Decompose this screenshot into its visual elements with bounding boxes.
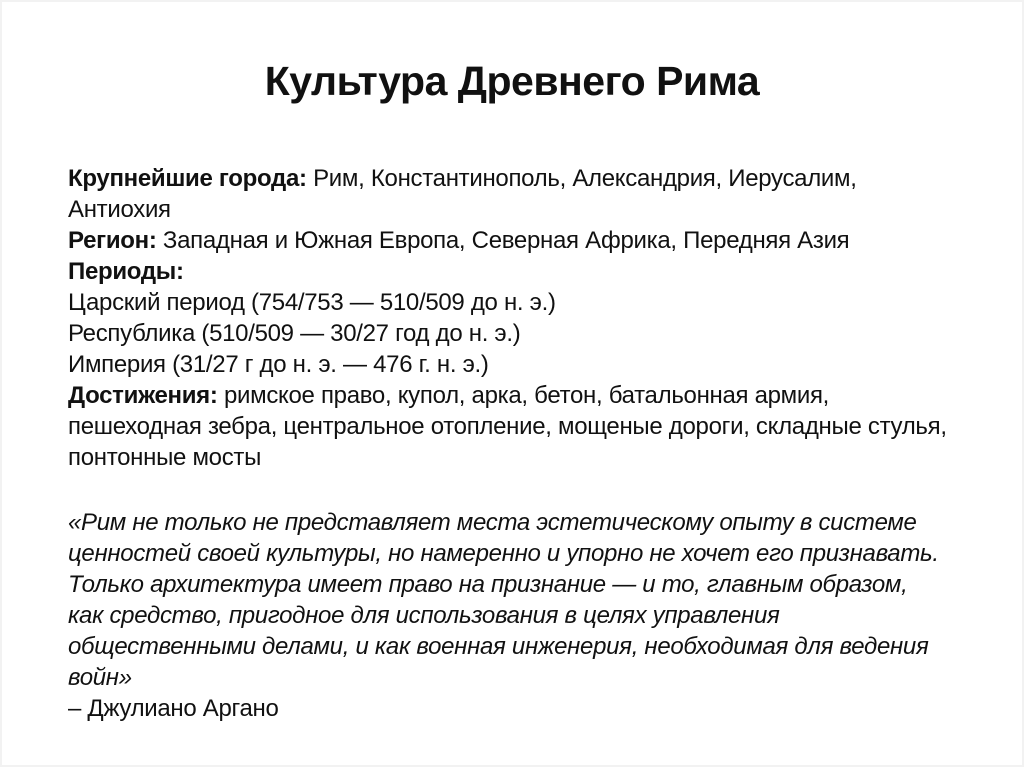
fact-text: римское право, купол, арка, бетон, батальонная армия, xyxy=(217,382,830,409)
quote-attribution: – Джулиано Аргано xyxy=(68,695,279,722)
fact-text: Империя (31/27 г до н. э. — 476 г. н. э.) xyxy=(68,351,489,378)
fact-line xyxy=(68,194,992,225)
fact-label: Достижения: xyxy=(68,382,218,409)
page-title: Культура Древнего Рима xyxy=(264,58,760,104)
fact-text: Западная и Южная Европа, Северная Африка, Передняя Азия xyxy=(156,227,850,254)
fact-text: Антиохия xyxy=(68,196,171,223)
fact-line xyxy=(68,287,992,318)
quote-line: общественными делами, и как военная инженерия, необходимая для ведения xyxy=(68,633,929,660)
fact-line xyxy=(68,349,992,380)
fact-line xyxy=(68,442,992,473)
fact-label: Регион: xyxy=(68,227,157,254)
quote-line: как средство, пригодное для использования в целях управления xyxy=(68,602,780,629)
fact-text: пешеходная зебра, центральное отопление, мощеные дороги, складные стулья, xyxy=(68,413,947,440)
fact-line xyxy=(68,380,992,411)
fact-line xyxy=(68,163,992,194)
fact-text: понтонные мосты xyxy=(68,444,262,471)
fact-label: Периоды: xyxy=(68,258,184,285)
fact-line xyxy=(68,318,992,349)
fact-line xyxy=(68,411,992,442)
fact-text: Рим, Константинополь, Александрия, Иерусалим, xyxy=(306,165,857,192)
quote-line: ценностей своей культуры, но намеренно и упорно не хочет его признавать. xyxy=(68,540,939,567)
quote-line: войн» xyxy=(68,664,132,691)
fact-label: Крупнейшие города: xyxy=(68,165,307,192)
quote-line: «Рим не только не представляет места эстетическому опыту в системе xyxy=(68,509,917,536)
fact-text: Республика (510/509 — 30/27 год до н. э.) xyxy=(68,320,521,347)
facts-block xyxy=(68,163,992,473)
quote-block xyxy=(68,507,992,724)
fact-line xyxy=(68,225,992,256)
quote-line: Только архитектура имеет право на признание — и то, главным образом, xyxy=(68,571,908,598)
fact-text: Царский период (754/753 — 510/509 до н. э.) xyxy=(68,289,556,316)
fact-line xyxy=(68,256,992,287)
